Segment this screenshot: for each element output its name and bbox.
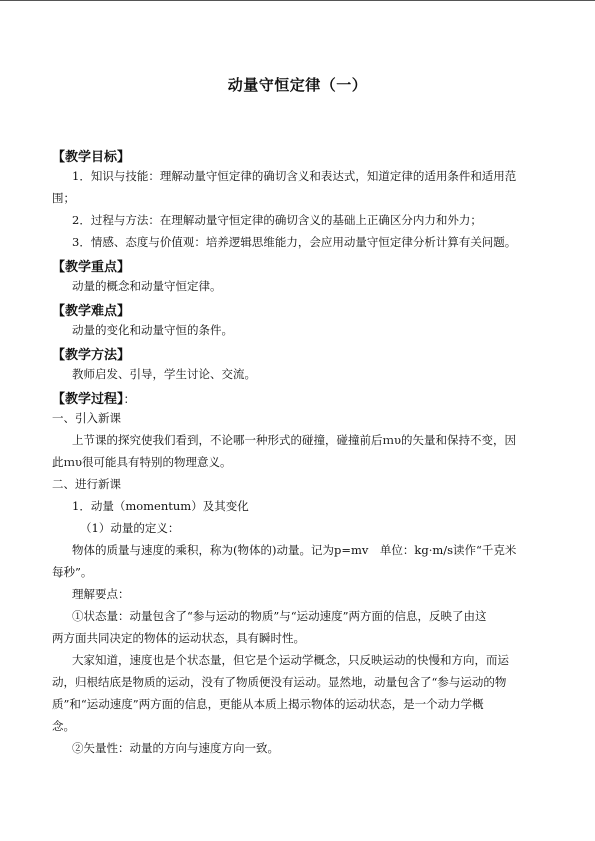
method-text: 教师启发、引导，学生讨论、交流。 (72, 367, 256, 381)
process-line: 此ｍυ很可能具有特别的物理意义。 (52, 455, 232, 469)
process-line: 1．动量（momentum）及其变化 (72, 499, 249, 513)
process-line: ①状态量：动量包含了“参与运动的物质”与“运动速度”两方面的信息，反映了由这 (72, 609, 487, 623)
process-line: 念。 (52, 719, 75, 733)
difficulty-heading: 【教学难点】 (52, 304, 131, 319)
page-title: 动量守恒定律（一） (227, 76, 368, 94)
goal-line: 3．情感、态度与价值观：培养逻辑思维能力，会应用动量守恒定律分析计算有关问题。 (72, 235, 517, 249)
process-line: 质”和“运动速度”两方面的信息，更能从本质上揭示物体的运动状态，是一个动力学概 (52, 697, 484, 711)
process-heading-label: 【教学过程】 (52, 392, 124, 407)
process-heading (52, 388, 136, 407)
process-line: 动，归根结底是物质的运动，没有了物质便没有运动。显然地，动量包含了“参与运动的物 (52, 675, 507, 689)
process-line: 大家知道，速度也是个状态量，但它是个运动学概念，只反映运动的快慢和方向，而运 (72, 653, 509, 667)
process-heading-suffix: ： (123, 392, 136, 406)
method-heading: 【教学方法】 (52, 348, 131, 363)
goals-heading: 【教学目标】 (52, 150, 131, 165)
process-line: 物体的质量与速度的乘积，称为(物体的)动量。记为p=mv 单位：kg·m/s读作“千克米 (72, 543, 517, 557)
difficulty-text: 动量的变化和动量守恒的条件。 (72, 323, 233, 337)
process-line: 两方面共同决定的物体的运动状态，具有瞬时性。 (52, 631, 305, 645)
process-line: 一、引入新课 (52, 411, 121, 425)
goal-line: 1．知识与技能：理解动量守恒定律的确切含义和表达式，知道定律的适用条件和适用范 (72, 169, 517, 183)
key-text: 动量的概念和动量守恒定律。 (72, 279, 222, 293)
process-line: ②矢量性：动量的方向与速度方向一致。 (72, 741, 279, 755)
process-line: 每秒”。 (52, 565, 93, 579)
process-line: 理解要点： (72, 587, 130, 601)
header-rule (0, 0, 595, 1)
goal-line: 围； (52, 191, 75, 205)
process-line: 二、进行新课 (52, 477, 121, 491)
key-heading: 【教学重点】 (52, 260, 131, 275)
goal-line: 2．过程与方法：在理解动量守恒定律的确切含义的基础上正确区分内力和外力； (72, 213, 482, 227)
process-line: 上节课的探究使我们看到，不论哪一种形式的碰撞，碰撞前后ｍυ的矢量和保持不变，因 (72, 433, 516, 447)
process-line: （1）动量的定义： (80, 521, 180, 535)
